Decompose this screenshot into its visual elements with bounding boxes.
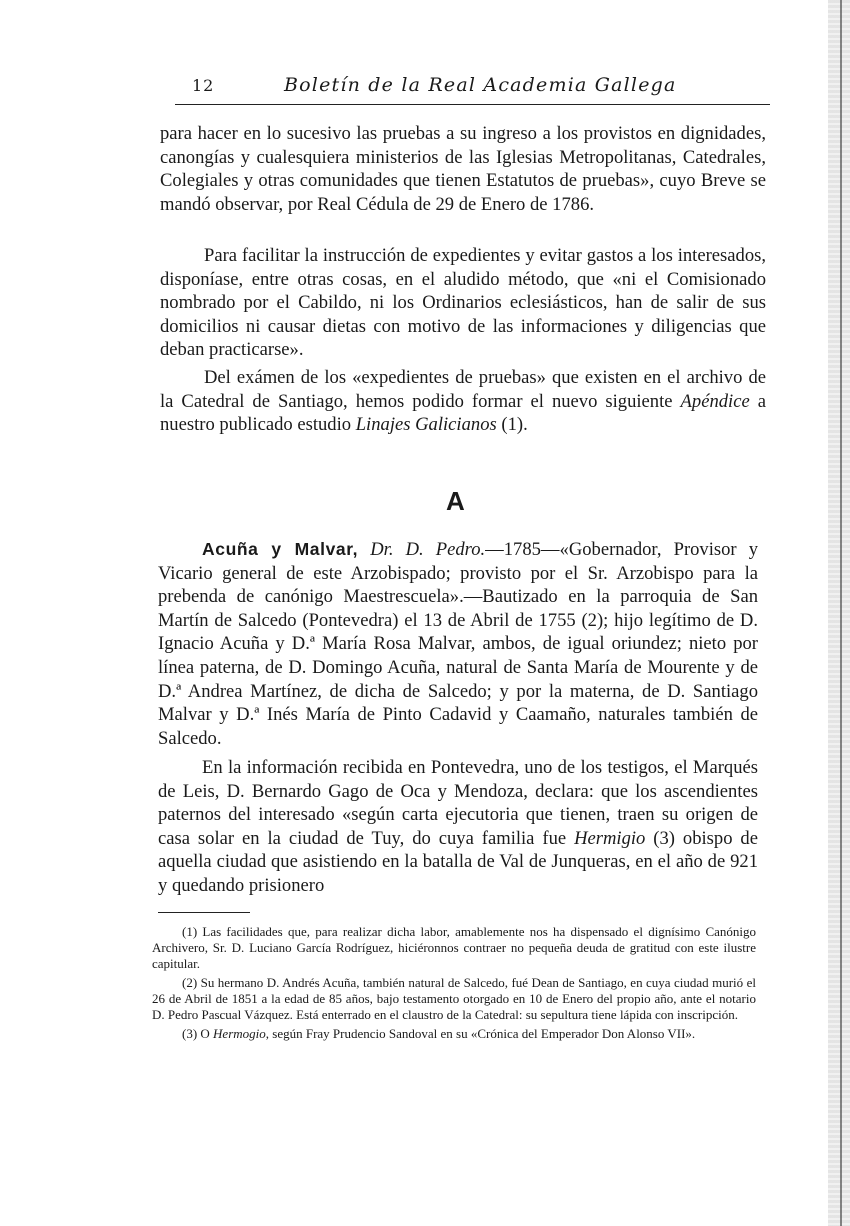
footnote-rule — [158, 912, 250, 913]
entry-text: —1785—«Gobernador, Provisor y Vicario general de este Arzobispado; provisto por el Sr. Arzobispo para la prebenda de canónigo Maestrescuela».—Bautizado en la parroquia de San Martín de Salcedo (Pontevedra) el 13 de Abril de 1755 (2); hijo legítimo de D. Ignacio Acuña y D.ª María Rosa Malvar, ambos, de igual oriundez; nieto por línea paterna, de D. Domingo Acuña, natural de Santa María de Mourente y de D.ª Andrea Martínez, de dicha de Salcedo; y por la materna, de D. Santiago Malvar y D.ª Inés María de Pinto Cadavid y Caamaño, naturales también de Salcedo. — [158, 539, 758, 749]
appendix-word: Apéndice — [680, 390, 750, 412]
scan-edge-line — [840, 0, 842, 1226]
footnote-2: (2) Su hermano D. Andrés Acuña, también natural de Salcedo, fué Dean de Santiago, en cuya ciudad murió el 26 de Abril de 1851 a la edad de 85 años, bajo testamento otorgado en 10 de Enero del propio año, ante el notario D. Pedro Pascual Vázquez. Está enterrado en el claustro de la Catedral: su sepultura tiene lápida con inscripción. — [152, 975, 756, 1022]
footnote-1: (1) Las facilidades que, para realizar dicha labor, amablemente nos ha dispensado el dignísimo Canónigo Archivero, Sr. D. Luciano García Rodríguez, hiciéronnos contraer no pequeña deuda de gratitud con este ilustre capitular. — [152, 924, 756, 971]
scan-edge-shadow — [828, 0, 850, 1226]
footnotes — [152, 924, 756, 1045]
entry-acuna-malvar — [158, 538, 758, 750]
footnote-3: (3) O Hermogio, según Fray Prudencio Sandoval en su «Crónica del Emperador Don Alonso VII». — [182, 1026, 696, 1041]
paragraph-2: Para facilitar la instrucción de expedientes y evitar gastos a los interesados, disponíase, entre otras cosas, en el aludido método, que «ni el Comisionado nombrado por el Cabildo, ni los Ordinarios eclesiásticos, han de salir de sus domicilios ni causar dietas con motivo de las informaciones y diligencias que deban practicarse». — [160, 245, 766, 361]
entry-name: Acuña y Malvar, — [202, 539, 359, 559]
hermigio-name: Hermigio — [574, 827, 646, 849]
entry-title: Dr. D. Pedro. — [370, 539, 486, 560]
section-letter: A — [446, 486, 465, 516]
paragraph-1: para hacer en lo sucesivo las pruebas a su ingreso a los provistos en dignidades, canongías y cualesquiera ministerios de las Iglesias Metropolitanas, Catedrales, Colegiales y otras comunidades que tienen Estatutos de pruebas», cuyo Breve se mandó observar, por Real Cédula de 29 de Enero de 1786. — [160, 123, 766, 215]
running-title: Boletín de la Real Academia Gallega — [284, 74, 677, 96]
header-rule — [175, 104, 770, 105]
page-number: 12 — [192, 76, 215, 95]
page-header — [192, 74, 767, 104]
paragraph-3: Del exámen de los «expedientes de pruebas» que existen en el archivo de la Catedral de Santiago, hemos podido formar el nuevo siguiente Apéndice a nuestro publicado estudio Linajes Galicianos (1). — [160, 367, 766, 436]
paragraph-5: En la información recibida en Pontevedra, uno de los testigos, el Marqués de Leis, D. Bernardo Gago de Oca y Mendoza, declara: que los ascendientes paternos del interesado «según carta ejecutoria que tienen, traen su origen de casa solar en la ciudad de Tuy, do cuya familia fue Hermigio (3) obispo de aquella ciudad que asistiendo en la batalla de Val de Junqueras, en el año de 921 y quedando prisionero — [158, 757, 758, 896]
study-title: Linajes Galicianos — [355, 414, 497, 436]
